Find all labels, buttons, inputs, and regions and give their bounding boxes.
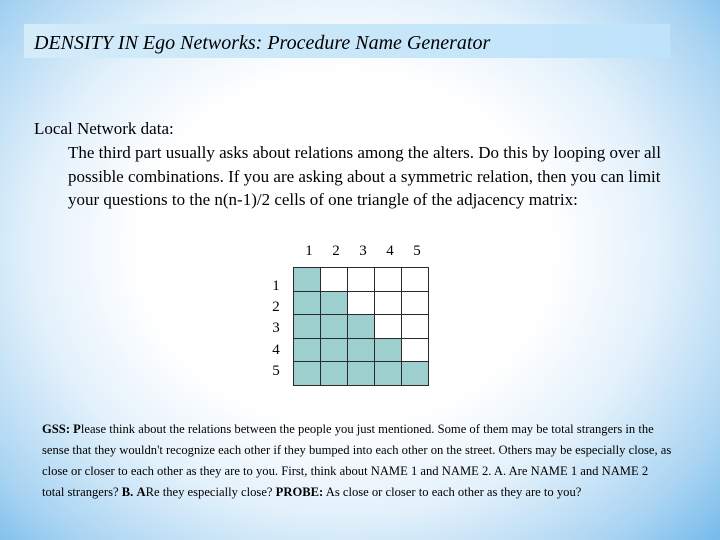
gss-text-part2: Re they especially close? [145,485,273,499]
matrix-cell [374,361,402,386]
matrix-cell [347,338,375,363]
gss-p-letter: P [73,422,81,436]
row-label: 5 [272,363,280,379]
intro-paragraph: The third part usually asks about relations among the alters. Do this by looping over all possible combinations. If you are asking about a symmetric relation, then you can limit your questions to the n(n-1)/2 cells of one triangle of the adjacency matrix: [68,143,661,209]
gss-a-letter: A [136,485,146,499]
matrix-cell [347,267,375,292]
matrix-cell [293,338,321,363]
gss-label: GSS [42,422,66,436]
matrix-cell [401,267,429,292]
matrix-cell [320,338,348,363]
gss-b-label: B. [121,485,134,499]
column-label: 2 [332,243,340,259]
matrix-cell [401,291,429,316]
matrix-cell [401,338,429,363]
matrix-cell [293,267,321,292]
matrix-cell [401,314,429,339]
gss-probe-label: PROBE: [275,485,324,499]
matrix-cell [347,361,375,386]
column-label: 4 [386,243,394,259]
title-bar [24,24,670,58]
matrix-cell [374,338,402,363]
row-label: 4 [272,342,280,358]
matrix-cell [374,267,402,292]
slide-title: DENSITY IN Ego Networks: Procedure Name Generator [34,32,491,54]
matrix-cell [320,291,348,316]
gss-question: GSS: Please think about the relations between the people you just mentioned. Some of them may be total strangers in the sense that they wouldn't recognize each other if they bumped into each other on the street. Others may be especially close, as close or closer to each other as they are to you. First, think about NAME 1 and NAME 2. A. Are NAME 1 and NAME 2 total strangers? B. ARe they especially close? PROBE: As close or closer to each other as they are to you? [42,422,672,499]
gss-text-part1: lease think about the relations between the people you just mentioned. Some of them may be total strangers in the sense that they wouldn't recognize each other if they bumped into each other on the street. Others may be especially close, as close or closer to each other as they are to you. First, think about NAME 1 and NAME 2. A. Are NAME 1 and NAME 2 total strangers? [42,422,672,499]
matrix-cell [374,314,402,339]
matrix-cell [347,291,375,316]
matrix-cell [293,314,321,339]
matrix-cell [320,314,348,339]
matrix-cell [401,361,429,386]
matrix-cell [293,361,321,386]
column-label: 1 [305,243,313,259]
matrix-cell [374,291,402,316]
row-label: 3 [272,320,280,336]
column-label: 5 [413,243,421,259]
gss-text-part3: As close or closer to each other as they are to you? [325,485,582,499]
matrix-cell [347,314,375,339]
matrix-cell [320,361,348,386]
matrix-cell [293,291,321,316]
row-label: 1 [272,278,280,294]
matrix-cell [320,267,348,292]
intro-label: Local Network data: [34,119,174,138]
column-label: 3 [359,243,367,259]
row-label: 2 [272,299,280,315]
